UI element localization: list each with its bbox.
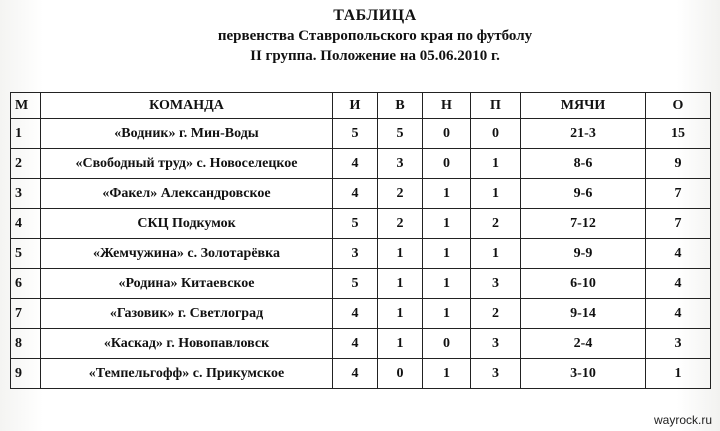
cell-draws: 1 <box>423 179 471 209</box>
cell-losses: 2 <box>471 299 521 329</box>
cell-position: 6 <box>11 269 41 299</box>
standings-table <box>10 92 711 389</box>
cell-points: 4 <box>646 299 711 329</box>
cell-goals: 9-9 <box>521 239 646 269</box>
cell-points: 7 <box>646 179 711 209</box>
cell-wins: 0 <box>378 359 423 389</box>
cell-games: 5 <box>333 209 378 239</box>
table-row <box>11 299 711 329</box>
cell-points: 3 <box>646 329 711 359</box>
cell-wins: 1 <box>378 239 423 269</box>
table-row <box>11 119 711 149</box>
cell-goals: 2-4 <box>521 329 646 359</box>
cell-wins: 3 <box>378 149 423 179</box>
cell-draws: 0 <box>423 119 471 149</box>
cell-points: 4 <box>646 269 711 299</box>
cell-goals: 21-3 <box>521 119 646 149</box>
document-subtitle: первенства Ставропольского края по футболу <box>217 28 533 44</box>
header-position: М <box>11 93 41 119</box>
cell-position: 5 <box>11 239 41 269</box>
header-goals: МЯЧИ <box>521 93 646 119</box>
table-row <box>11 149 711 179</box>
cell-losses: 3 <box>471 359 521 389</box>
document-title: ТАБЛИЦА <box>333 7 417 24</box>
cell-team: «Водник» г. Мин-Воды <box>41 119 333 149</box>
header-losses: П <box>471 93 521 119</box>
cell-wins: 2 <box>378 179 423 209</box>
cell-position: 8 <box>11 329 41 359</box>
cell-games: 5 <box>333 269 378 299</box>
cell-position: 3 <box>11 179 41 209</box>
cell-games: 4 <box>333 299 378 329</box>
header-team: КОМАНДА <box>41 93 333 119</box>
cell-losses: 2 <box>471 209 521 239</box>
table-row <box>11 359 711 389</box>
cell-wins: 2 <box>378 209 423 239</box>
cell-wins: 1 <box>378 269 423 299</box>
cell-goals: 9-6 <box>521 179 646 209</box>
cell-team: «Свободный труд» с. Новоселецкое <box>41 149 333 179</box>
header-draws: Н <box>423 93 471 119</box>
cell-points: 7 <box>646 209 711 239</box>
table-row <box>11 269 711 299</box>
cell-draws: 1 <box>423 359 471 389</box>
cell-goals: 9-14 <box>521 299 646 329</box>
document-header <box>0 6 720 66</box>
cell-points: 1 <box>646 359 711 389</box>
cell-losses: 3 <box>471 329 521 359</box>
cell-wins: 1 <box>378 329 423 359</box>
cell-goals: 3-10 <box>521 359 646 389</box>
cell-goals: 6-10 <box>521 269 646 299</box>
cell-games: 4 <box>333 179 378 209</box>
table-row <box>11 179 711 209</box>
cell-draws: 1 <box>423 269 471 299</box>
cell-position: 4 <box>11 209 41 239</box>
cell-points: 4 <box>646 239 711 269</box>
cell-losses: 1 <box>471 179 521 209</box>
table-row <box>11 239 711 269</box>
cell-games: 4 <box>333 329 378 359</box>
cell-position: 9 <box>11 359 41 389</box>
cell-team: «Темпельгофф» с. Прикумское <box>41 359 333 389</box>
header-games: И <box>333 93 378 119</box>
cell-team: «Факел» Александровское <box>41 179 333 209</box>
cell-wins: 5 <box>378 119 423 149</box>
table-header-row <box>11 93 711 119</box>
cell-position: 1 <box>11 119 41 149</box>
cell-team: «Каскад» г. Новопавловск <box>41 329 333 359</box>
cell-team: «Газовик» г. Светлоград <box>41 299 333 329</box>
cell-games: 3 <box>333 239 378 269</box>
document-date-line: II группа. Положение на 05.06.2010 г. <box>250 48 500 64</box>
cell-draws: 0 <box>423 149 471 179</box>
cell-wins: 1 <box>378 299 423 329</box>
cell-losses: 0 <box>471 119 521 149</box>
cell-position: 2 <box>11 149 41 179</box>
cell-points: 9 <box>646 149 711 179</box>
cell-losses: 3 <box>471 269 521 299</box>
cell-losses: 1 <box>471 149 521 179</box>
table-row <box>11 209 711 239</box>
cell-goals: 8-6 <box>521 149 646 179</box>
cell-draws: 1 <box>423 299 471 329</box>
cell-games: 4 <box>333 149 378 179</box>
cell-goals: 7-12 <box>521 209 646 239</box>
cell-draws: 0 <box>423 329 471 359</box>
header-points: О <box>646 93 711 119</box>
table-row <box>11 329 711 359</box>
cell-games: 4 <box>333 359 378 389</box>
watermark: wayrock.ru <box>653 413 712 427</box>
cell-draws: 1 <box>423 209 471 239</box>
cell-points: 15 <box>646 119 711 149</box>
cell-position: 7 <box>11 299 41 329</box>
cell-games: 5 <box>333 119 378 149</box>
cell-team: СКЦ Подкумок <box>41 209 333 239</box>
cell-losses: 1 <box>471 239 521 269</box>
header-wins: В <box>378 93 423 119</box>
cell-draws: 1 <box>423 239 471 269</box>
cell-team: «Жемчужина» с. Золотарёвка <box>41 239 333 269</box>
cell-team: «Родина» Китаевское <box>41 269 333 299</box>
